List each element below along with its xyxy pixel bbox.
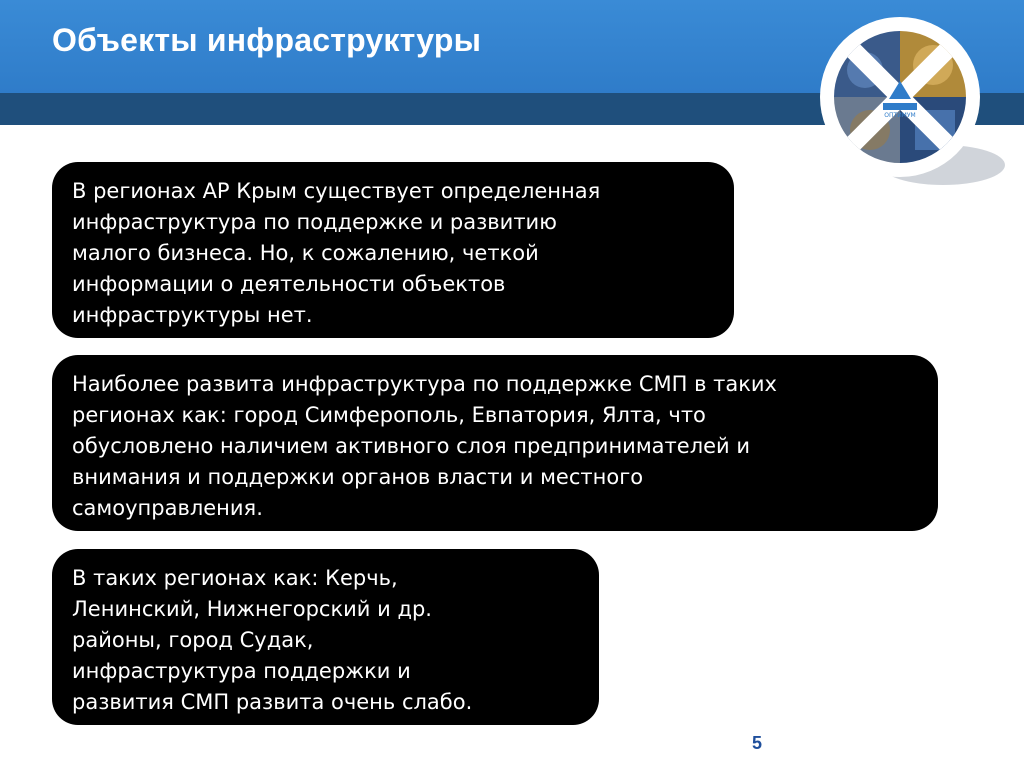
info-box-1: В регионах АР Крым существует определенная инфраструктура по поддержке и развитию малого бизнеса. Но, к сожалению, четкой информации о деятельности объектов инфраструктуры нет.: [52, 162, 734, 338]
page-number: 5: [752, 733, 763, 753]
logo-caption: ОПТИМУМ: [884, 112, 916, 119]
info-box-2: Наиболее развита инфраструктура по поддержке СМП в таких регионах как: город Симферополь, Евпатория, Ялта, что обусловлено наличием активного слоя предпринимателей и внимания и поддержки органов власти и местного самоуправления.: [52, 355, 938, 531]
slide-title: Объекты инфраструктуры: [52, 22, 482, 58]
company-logo: [815, 15, 1010, 195]
info-box-3: В таких регионах как: Керчь, Ленинский, Нижнегорский и др. районы, город Судак, инфраструктура поддержки и развития СМП развита очень слабо.: [52, 549, 599, 725]
